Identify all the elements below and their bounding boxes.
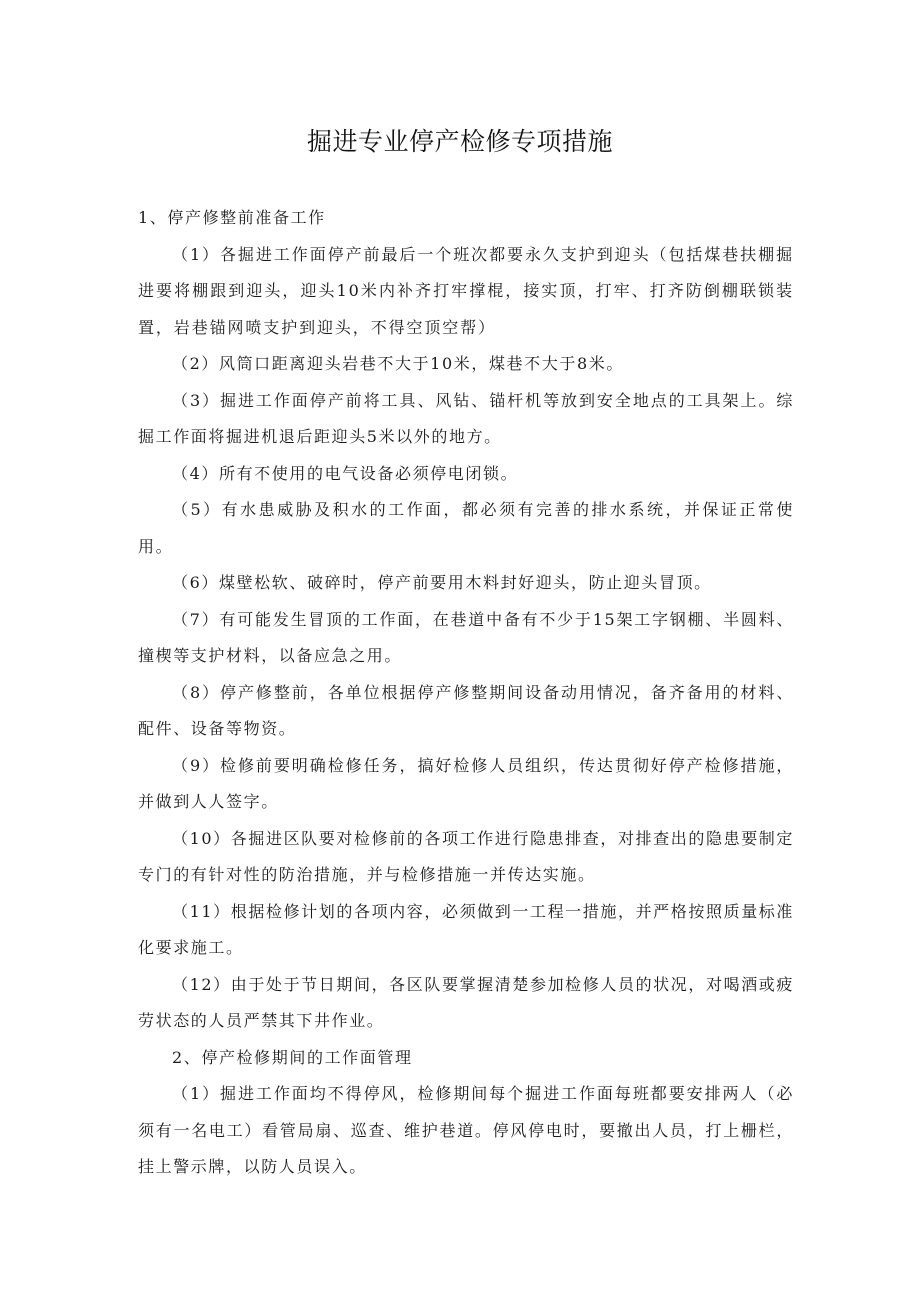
document-body — [138, 200, 794, 1186]
paragraph-1-12: （12）由于处于节日期间，各区队要掌握清楚参加检修人员的状况，对喝酒或疲劳状态的人员严禁其下井作业。 — [138, 974, 794, 1030]
paragraph-1-2: （2）风筒口距离迎头岩巷不大于10米，煤巷不大于8米。 — [172, 354, 624, 373]
paragraph-2-1: （1）掘进工作面均不得停风，检修期间每个掘进工作面每班都要安排两人（必须有一名电工）看管局扇、巡查、维护巷道。停风停电时，要撤出人员，打上栅栏，挂上警示牌，以防人员误入。 — [138, 1084, 794, 1176]
paragraph-1-9: （9）检修前要明确检修任务，搞好检修人员组织，传达贯彻好停产检修措施，并做到人人签字。 — [138, 755, 794, 811]
paragraph-1-11: （11）根据检修计划的各项内容，必须做到一工程一措施，并严格按照质量标准化要求施工。 — [138, 901, 794, 957]
paragraph-1-6: （6）煤壁松软、破碎时，停产前要用木料封好迎头，防止迎头冒顶。 — [172, 573, 712, 592]
paragraph-1-8: （8）停产修整前，各单位根据停产修整期间设备动用情况，备齐备用的材料、配件、设备等物资。 — [138, 682, 794, 738]
document-title: 掘进专业停产检修专项措施 — [306, 127, 613, 156]
paragraph-1-4: （4）所有不使用的电气设备必须停电闭锁。 — [172, 463, 519, 483]
paragraph-1-7: （7）有可能发生冒顶的工作面，在巷道中备有不少于15架工字钢棚、半圆料、撞楔等支护材料，以备应急之用。 — [138, 609, 794, 665]
paragraph-1-10: （10）各掘进区队要对检修前的各项工作进行隐患排查，对排查出的隐患要制定专门的有针对性的防治措施，并与检修措施一并传达实施。 — [138, 828, 794, 884]
section-heading-2: 2、停产检修期间的工作面管理 — [172, 1047, 413, 1067]
paragraph-1-1: （1）各掘进工作面停产前最后一个班次都要永久支护到迎头（包括煤巷扶棚掘进要将棚跟到迎头，迎头10米内补齐打牢撑棍，接实顶，打牢、打齐防倒棚联锁装置，岩巷锚网喷支护到迎头，不得空顶空帮） — [138, 244, 794, 337]
paragraph-1-3: （3）掘进工作面停产前将工具、风钻、锚杆机等放到安全地点的工具架上。综掘工作面将掘进机退后距迎头5米以外的地方。 — [138, 390, 794, 446]
paragraph-1-5: （5）有水患威胁及积水的工作面，都必须有完善的排水系统，并保证正常使用。 — [138, 500, 794, 556]
section-heading-1: 1、停产修整前准备工作 — [138, 208, 326, 227]
